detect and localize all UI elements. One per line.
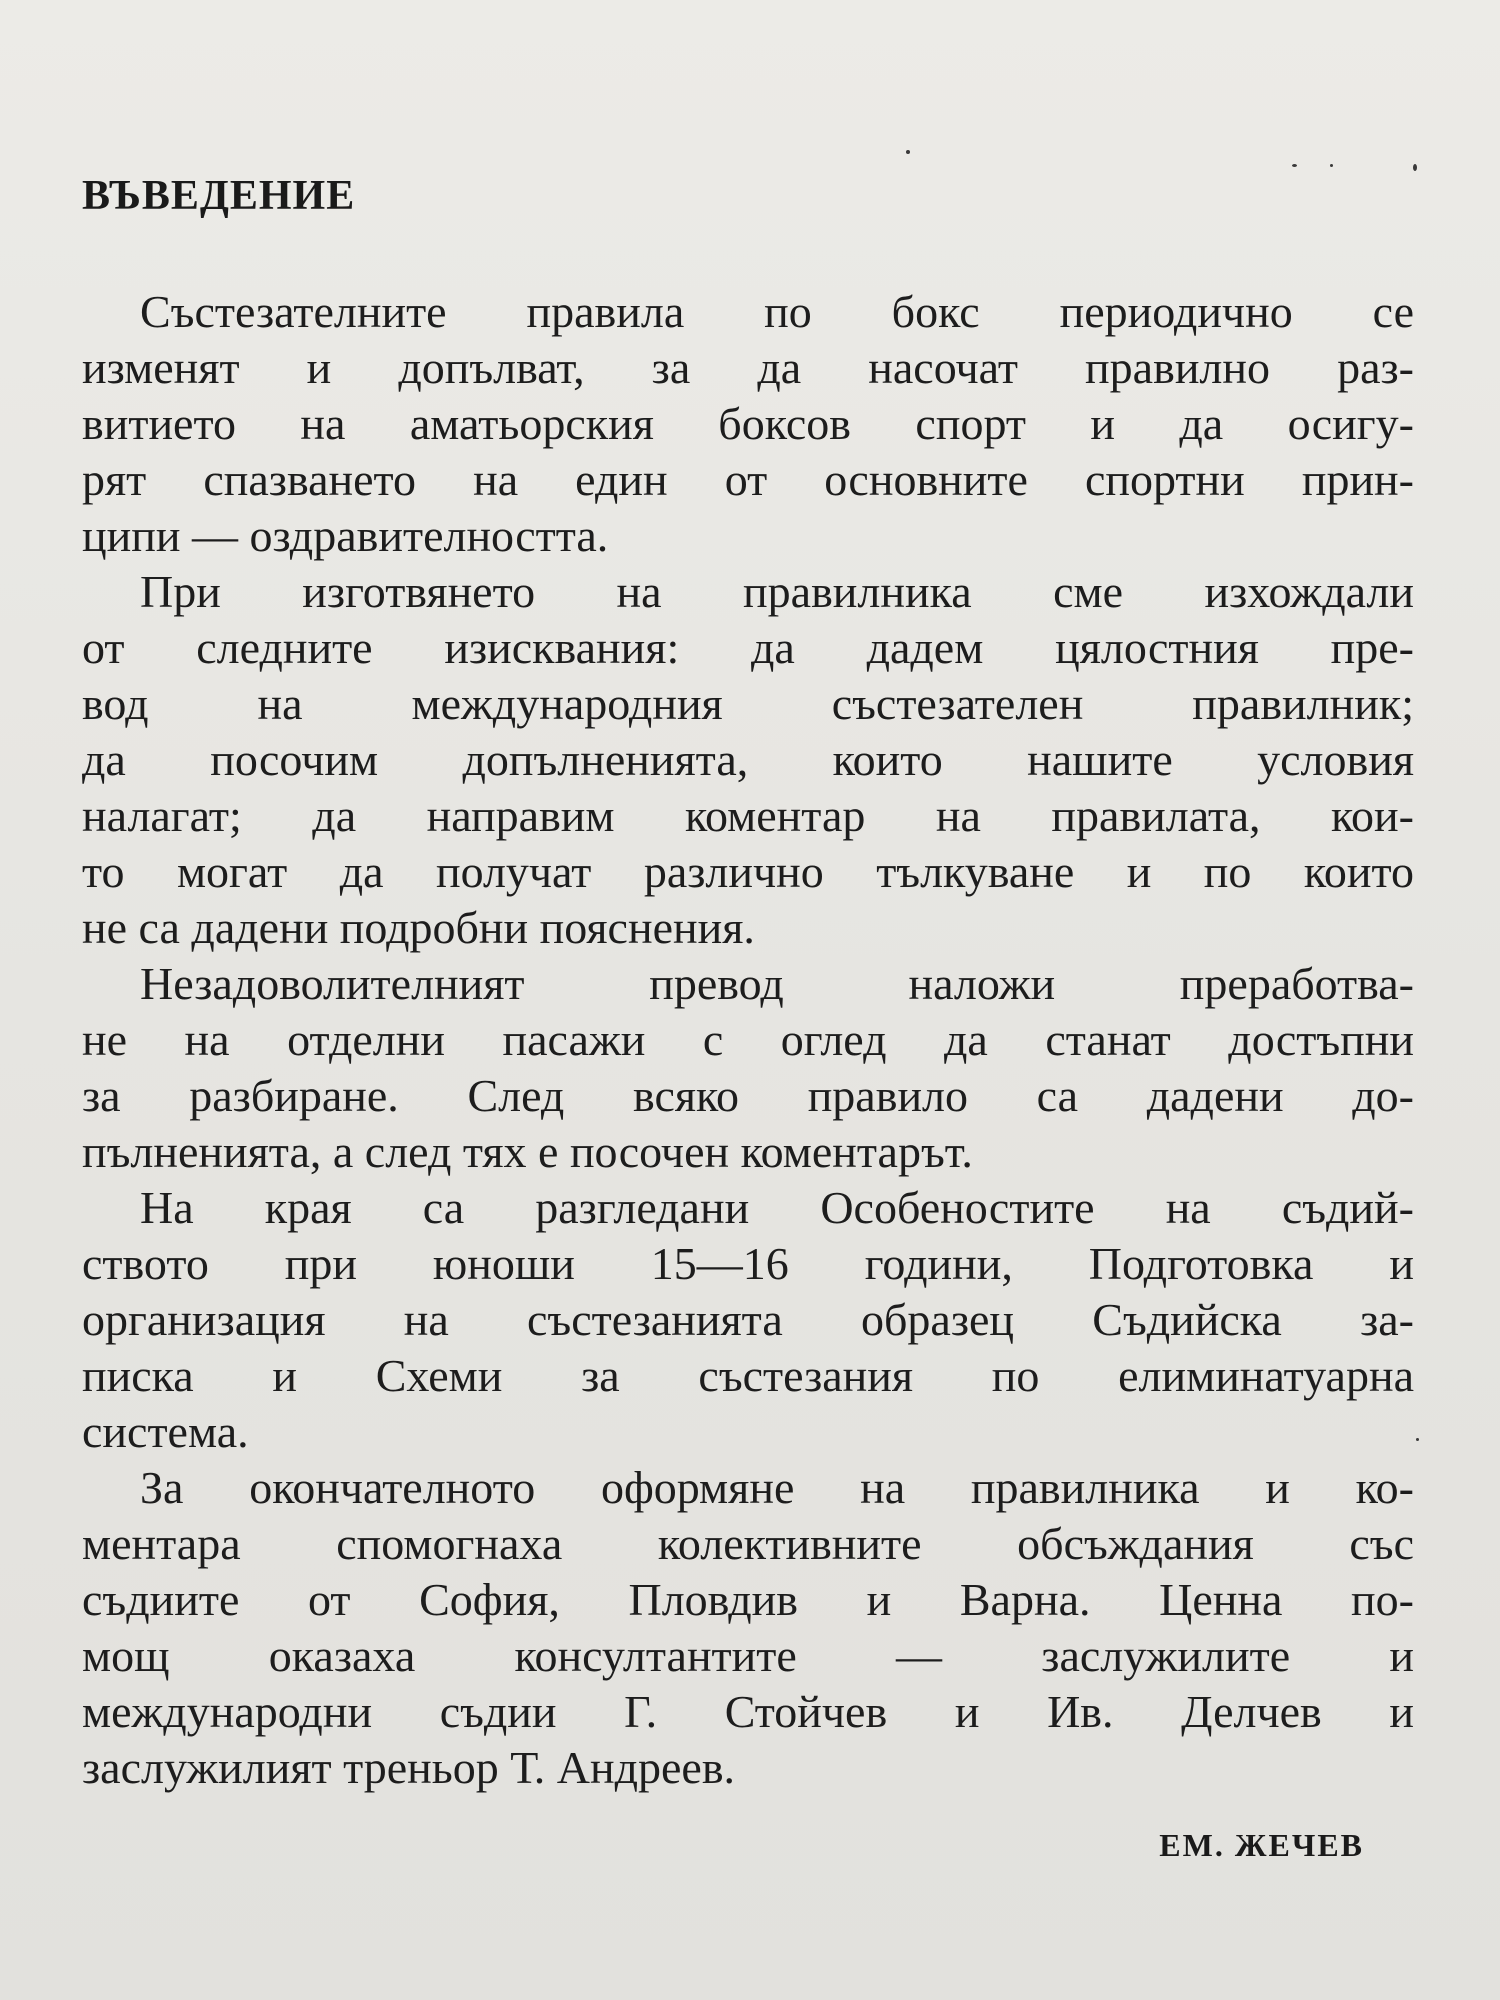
page-heading: ВЪВЕДЕНИЕ — [82, 173, 356, 219]
paragraph-4 — [82, 1180, 1414, 1460]
text-line: ството при юноши 15—16 години, Подготовка и — [82, 1238, 1414, 1289]
text-line: Незадоволителният превод наложи преработва- — [140, 958, 1414, 1009]
text-line: за разбиране. След всяко правило са дадени до- — [82, 1070, 1414, 1121]
text-line: мощ оказаха консултантите — заслужилите и — [82, 1630, 1414, 1681]
text-line: При изготвянето на правилника сме изхождали — [140, 566, 1414, 617]
text-line: Състезателните правила по бокс периодично се — [140, 286, 1414, 337]
print-speck — [1416, 1438, 1419, 1441]
paragraph-2 — [82, 564, 1414, 956]
text-line: пълненията, а след тях е посочен коментарът. — [82, 1126, 973, 1177]
text-line: не на отделни пасажи с оглед да станат достъпни — [82, 1014, 1414, 1065]
text-line: съдиите от София, Пловдив и Варна. Ценна по- — [82, 1574, 1414, 1625]
text-line: организация на състезанията образец Съдийска за- — [82, 1294, 1414, 1345]
print-speck — [906, 150, 910, 154]
print-speck — [1330, 164, 1333, 167]
paragraph-5 — [82, 1460, 1414, 1796]
text-line: да посочим допълненията, които нашите условия — [82, 734, 1414, 785]
text-line: вод на международния състезателен правилник; — [82, 678, 1414, 729]
text-line: система. — [82, 1406, 249, 1457]
text-line: заслужилият треньор Т. Андреев. — [82, 1742, 736, 1793]
text-line: международни съдии Г. Стойчев и Ив. Делчев и — [82, 1686, 1414, 1737]
print-speck — [1413, 164, 1417, 171]
text-line: ментара спомогнаха колективните обсъждания със — [82, 1518, 1414, 1569]
text-line: то могат да получат различно тълкуване и по които — [82, 846, 1414, 897]
text-line: На края са разгледани Особеностите на съдий- — [140, 1182, 1414, 1233]
text-line: ципи — оздравителността. — [82, 510, 609, 561]
body-text — [82, 284, 1414, 1796]
text-line: писка и Схеми за състезания по елиминатуарна — [82, 1350, 1414, 1401]
text-line: За окончателното оформяне на правилника и ко- — [140, 1462, 1414, 1513]
text-line: рят спазването на един от основните спортни прин- — [82, 454, 1414, 505]
text-line: изменят и допълват, за да насочат правилно раз- — [82, 342, 1414, 393]
print-speck — [1292, 164, 1297, 167]
text-line: налагат; да направим коментар на правилата, кои- — [82, 790, 1414, 841]
paragraph-1 — [82, 284, 1414, 564]
paragraph-3 — [82, 956, 1414, 1180]
text-line: витието на аматьорския боксов спорт и да осигу- — [82, 398, 1414, 449]
author-signature: ЕМ. ЖЕЧЕВ — [1159, 1827, 1364, 1863]
text-line: не са дадени подробни пояснения. — [82, 902, 755, 953]
text-line: от следните изисквания: да дадем цялостния пре- — [82, 622, 1414, 673]
